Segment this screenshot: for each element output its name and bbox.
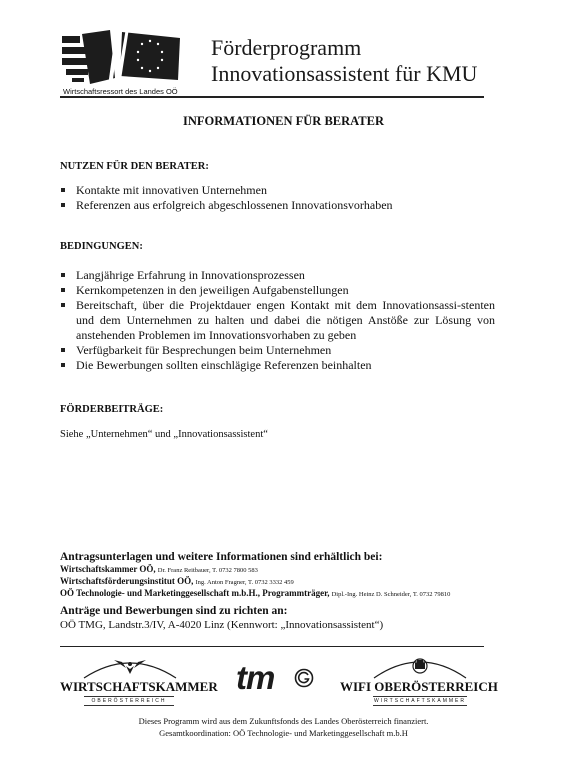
list-item: Bereitschaft, über die Projektdauer engen Kontakt mit dem Innovationsassi-stenten und dem Unternehmen zu halten und dabei die nötigen Anstöße zur Lösung von anstehenden Problemen im Innovationsvorhaben zu geben	[60, 298, 495, 343]
list-item: Langjährige Erfahrung in Innovationsprozessen	[60, 268, 495, 283]
contact-line-tmg	[60, 587, 450, 601]
benefits-list	[60, 183, 490, 213]
list-item: Kernkompetenzen in den jeweiligen Aufgabenstellungen	[60, 283, 495, 298]
contact-org: Wirtschaftskammer OÖ,	[60, 564, 156, 574]
contact-detail: Dipl.-Ing. Heinz D. Schneider, T. 0732 79810	[331, 591, 451, 598]
tmg-logo-text: tm	[236, 659, 275, 696]
conditions-list	[60, 268, 495, 373]
header-rule	[60, 96, 484, 98]
section-heading-conditions: BEDINGUNGEN:	[60, 241, 143, 252]
wk-eagle-logo-icon	[82, 654, 178, 680]
contact-detail: Ing. Anton Fragner, T. 0732 3332 459	[195, 579, 294, 586]
tmg-logo	[236, 660, 326, 700]
footer-coordination-note: Gesamtkoordination: OÖ Technologie- und Marketinggesellschaft m.b.H	[159, 728, 408, 738]
wk-logo-subtitle: OBERÖSTERREICH	[84, 696, 174, 706]
footer-funding-note: Dieses Programm wird aus dem Zukunftsfonds des Landes Oberösterreich finanziert.	[138, 716, 429, 726]
page-title: INFORMATIONEN FÜR BERATER	[183, 114, 384, 128]
list-item: Referenzen aus erfolgreich abgeschlossenen Innovationsvorhaben	[60, 198, 490, 213]
tmg-seal-icon	[294, 668, 314, 688]
program-title-line2: Innovationsassistent für KMU	[211, 61, 478, 86]
contact-org: Wirtschaftsförderungsinstitut OÖ,	[60, 576, 194, 586]
section-heading-benefits: NUTZEN FÜR DEN BERATER:	[60, 161, 209, 172]
list-item: Verfügbarkeit für Besprechungen beim Unternehmen	[60, 343, 495, 358]
section-heading-funding: FÖRDERBEITRÄGE:	[60, 404, 164, 415]
wifi-logo-subtitle: WIRTSCHAFTSKAMMER	[374, 698, 466, 704]
apply-address: OÖ TMG, Landstr.3/IV, A-4020 Linz (Kennwort: „Innovationsassistent“)	[60, 619, 384, 631]
logos-rule	[60, 646, 484, 647]
list-item: Die Bewerbungen sollten einschlägige Referenzen beinhalten	[60, 358, 495, 373]
list-item: Kontakte mit innovativen Unternehmen	[60, 183, 490, 198]
funding-text: Siehe „Unternehmen“ und „Innovationsassistent“	[60, 429, 268, 440]
upper-austria-flag-logo-icon	[60, 28, 185, 88]
program-title-line1: Förderprogramm	[211, 35, 362, 60]
department-label: Wirtschaftsressort des Landes OÖ	[63, 87, 178, 96]
wk-logo-name: WIRTSCHAFTSKAMMER	[60, 679, 218, 694]
header-logo	[60, 28, 185, 88]
apply-heading: Anträge und Bewerbungen sind zu richten an:	[60, 605, 288, 617]
wifi-logo-name: WIFI OBERÖSTERREICH	[340, 679, 498, 694]
wifi-crest-icon	[372, 652, 468, 680]
contact-org: OÖ Technologie- und Marketinggesellschaft m.b.H., Programmträger,	[60, 588, 330, 598]
contact-detail: Dr. Franz Reitbauer, T. 0732 7800 583	[157, 567, 258, 574]
contacts-heading: Antragsunterlagen und weitere Informationen sind erhältlich bei:	[60, 551, 383, 563]
